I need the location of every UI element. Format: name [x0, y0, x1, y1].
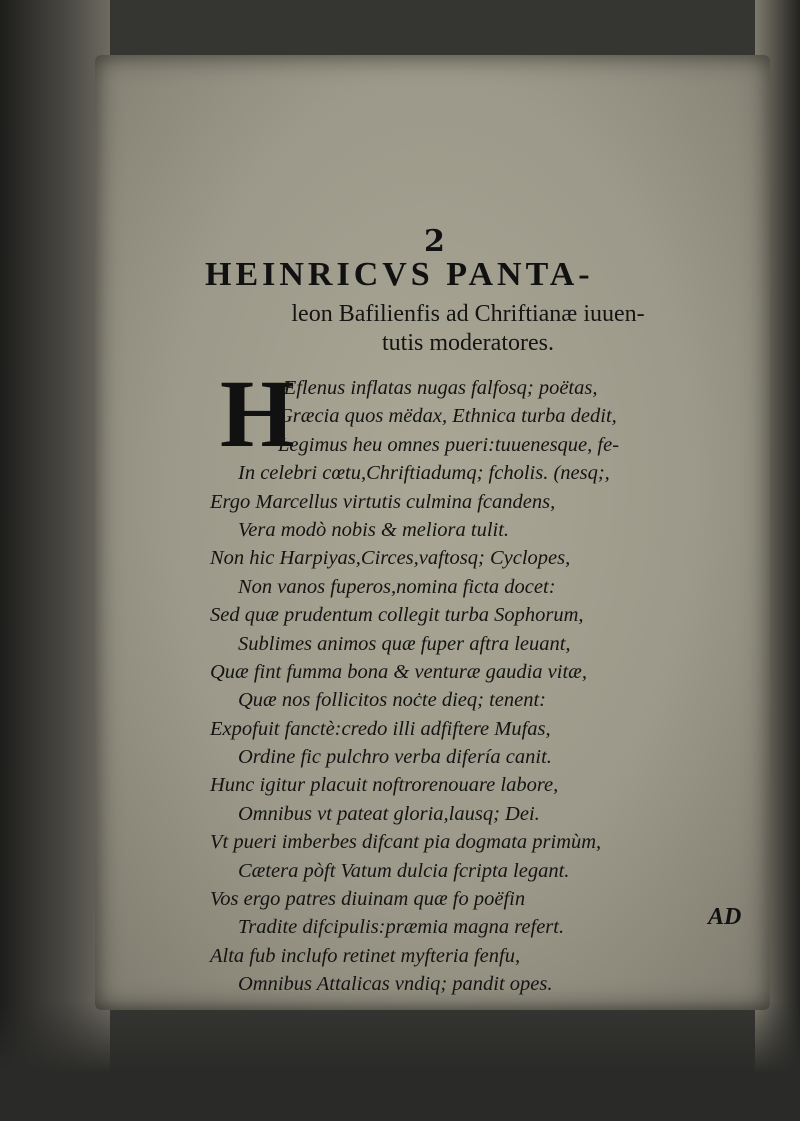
verse-line: Non hic Harpiyas,Circes,vaftosq; Cyclopes,	[210, 547, 571, 570]
verse-line: Sed quæ prudentum collegit turba Sophorum,	[210, 604, 584, 627]
verse-line: Expofuit fanctè:credo illi adfiftere Mufas,	[210, 717, 551, 740]
verse-line: Græcia quos mëdax, Ethnica turba dedit,	[278, 405, 617, 428]
verse-line: Ergo Marcellus virtutis culmina fcandens,	[210, 490, 556, 513]
subheading-text: leon Bafilienfis ad Chriftianæ iuuen- tutis moderatores.	[291, 301, 645, 356]
verse-line: Non vanos fuperos,nomina ficta docet:	[238, 575, 556, 598]
verse-line: Quæ fint fumma bona & venturæ gaudia vitæ,	[210, 660, 587, 683]
verse-line: Tradite difcipulis:præmia magna refert.	[238, 916, 565, 939]
page-subheading	[238, 300, 698, 358]
verse-line: Sublimes animos quæ fuper aftra leuant,	[238, 632, 571, 655]
bottom-shadow	[0, 1001, 800, 1121]
catchword: AD	[708, 904, 742, 930]
book-binding	[0, 0, 110, 1121]
verse-line: Vera modò nobis & meliora tulit.	[238, 518, 510, 541]
verse-line: Hunc igitur placuit noftrorenouare labore,	[210, 774, 559, 797]
verse-line: Cætera pòft Vatum dulcia fcripta legant.	[238, 859, 570, 882]
drop-capital: H	[220, 360, 295, 467]
verse-line: Ordine fic pulchro verba difería canit.	[238, 746, 552, 769]
verse-line: Æflenus inflatas nugas falfosq; poëtas,	[278, 377, 598, 399]
page-number: 2	[424, 224, 445, 259]
page-heading: HEINRICVS PANTA-	[205, 256, 594, 293]
verse-line: Legimus heu omnes pueri:tuuenesque, fe-	[278, 433, 620, 456]
poem-verses	[210, 374, 750, 999]
verse-line: Vt pueri imberbes difcant pia dogmata primùm,	[210, 831, 602, 854]
verse-line: Alta fub inclufo retinet myfteria fenfu,	[210, 944, 521, 967]
verse-line: Vos ergo patres diuinam quæ fo poëfin	[210, 888, 526, 911]
verse-line: Omnibus vt pateat gloria,lausq; Dei.	[238, 802, 540, 825]
verse-line: Omnibus Attalicas vndiq; pandit opes.	[238, 973, 553, 996]
verse-line: In celebri cœtu,Chriftiadumq; fcholis. (nesq;,	[238, 462, 610, 485]
verse-line: Quæ nos follicitos noċte dieq; tenent:	[238, 689, 547, 712]
